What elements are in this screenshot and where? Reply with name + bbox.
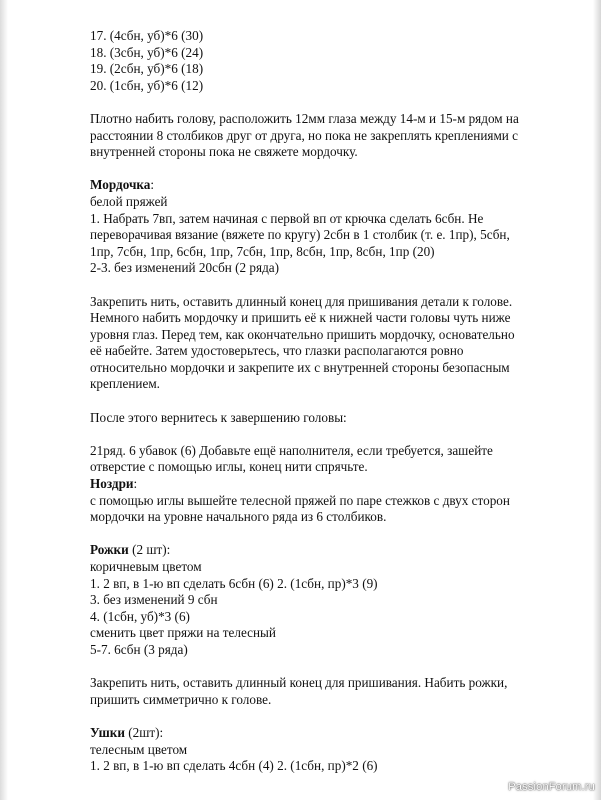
page-shadow-right [593, 0, 601, 800]
return-head-line: После этого вернитесь к завершению головы: [90, 409, 347, 425]
stuff-head-line: внутренней стороны пока не свяжете мордочку. [90, 144, 358, 160]
row-19: 19. (2сбн, уб)*6 (18) [90, 61, 204, 77]
ears-line: телесным цветом [90, 741, 188, 757]
horns-title: Рожки [90, 542, 129, 558]
horns-line: коричневым цветом [90, 559, 202, 574]
snout-line: переворачивая вязание (вяжете по кругу) 2сбн в 1 столбик (т. е. 1пр), 5сбн, [90, 227, 510, 243]
ears-heading: Ушки (2шт): [90, 724, 164, 740]
nostrils-heading: Ноздри: [90, 476, 138, 492]
page-shadow-left [0, 0, 8, 800]
snout-heading: Мордочка: [90, 177, 155, 193]
attach-snout-line: Закрепить нить, оставить длинный конец для пришивания детали к голове. [90, 293, 513, 309]
ears-line: 1. 2 вп, в 1-ю вп сделать 4сбн (4) 2. (1сбн, пр)*2 (6) [90, 758, 378, 774]
watermark: PassionForum.ru [508, 781, 595, 794]
attach-horns-line: пришить симметрично к голове. [90, 691, 272, 707]
attach-snout-line: относительно мордочки и закрепите их с внутренней стороны безопасным [90, 359, 510, 375]
finish-head-line: 21ряд. 6 убавок (6) Добавьте ещё наполнителя, если требуется, зашейте [90, 442, 493, 458]
attach-snout-line: её набейте. Затем удостоверьтесь, что глазки располагаются ровно [90, 343, 464, 359]
row-17: 17. (4сбн, уб)*6 (30) [90, 28, 204, 43]
row-20: 20. (1сбн, уб)*6 (12) [90, 77, 204, 93]
ears-title: Ушки [90, 724, 125, 740]
horns-line: 5-7. 6сбн (3 ряда) [90, 641, 188, 657]
finish-head-line: отверстие с помощью иглы, конец нити спрячьте. [90, 459, 368, 475]
horns-line: 4. (1сбн, уб)*3 (6) [90, 608, 190, 624]
horns-heading: Рожки (2 шт): [90, 542, 171, 558]
attach-snout-line: креплением. [90, 376, 160, 392]
stuff-head-line: расстоянии 8 столбиков друг от друга, но пока не закреплять креплениями с [90, 127, 518, 143]
snout-title: Мордочка [90, 177, 151, 193]
nostrils-line: с помощью иглы вышейте телесной пряжей по паре стежков с двух сторон [90, 492, 510, 508]
horns-line: сменить цвет пряжи на телесный [90, 625, 276, 641]
pattern-text [90, 28, 560, 775]
nostrils-title: Ноздри [90, 476, 134, 492]
attach-snout-line: Немного набить мордочку и пришить её к нижней части головы чуть ниже [90, 310, 511, 326]
nostrils-line: мордочки на уровне начального ряда из 6 столбиков. [90, 509, 387, 525]
attach-snout-line: уровня глаз. Перед тем, как окончательно пришить мордочку, основательно [90, 326, 515, 342]
snout-color: белой пряжей [90, 193, 168, 209]
horns-line: 1. 2 вп, в 1-ю вп сделать 6сбн (6) 2. (1сбн, пр)*3 (9) [90, 575, 378, 591]
attach-horns-line: Закрепить нить, оставить длинный конец для пришивания. Набить рожки, [90, 675, 508, 691]
row-18: 18. (3сбн, уб)*6 (24) [90, 44, 204, 60]
snout-line: 1. Набрать 7вп, затем начиная с первой вп от крючка сделать 6сбн. Не [90, 210, 484, 226]
horns-line: 3. без изменений 9 сбн [90, 592, 218, 608]
snout-line: 2-3. без изменений 20сбн (2 ряда) [90, 260, 280, 276]
stuff-head-line: Плотно набить голову, расположить 12мм глаза между 14-м и 15-м рядом на [90, 110, 519, 126]
snout-line: 1пр, 7сбн, 1пр, 6сбн, 1пр, 7сбн, 1пр, 8сбн, 1пр, 8сбн, 1пр (20) [90, 243, 435, 259]
